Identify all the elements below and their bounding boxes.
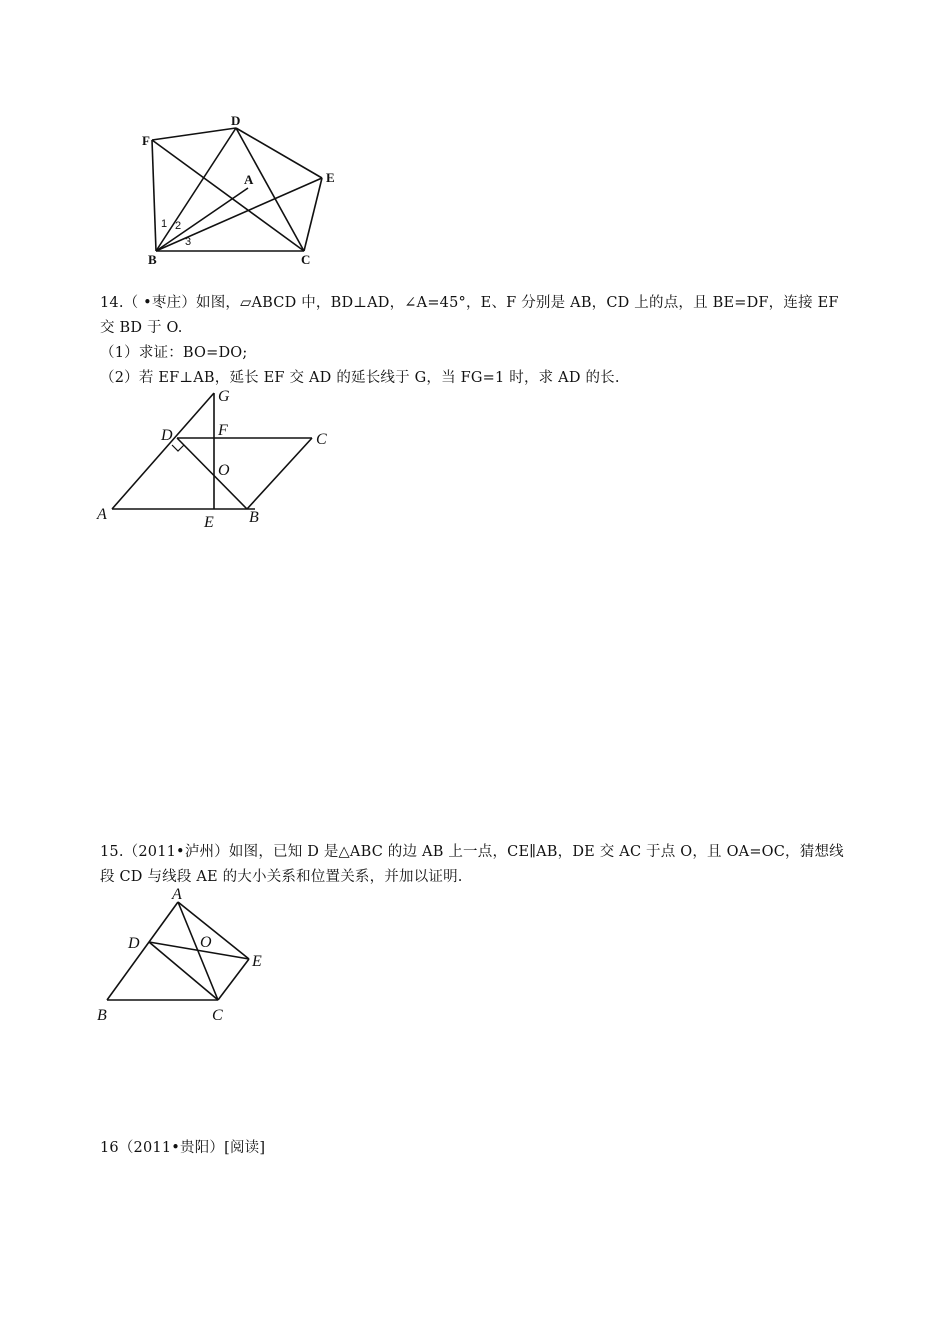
problem-14-line-1: 14.（ •枣庄）如图，▱ABCD 中，BD⊥AD，∠A=45°，E、F 分别是 AB，CD 上的点，且 BE=DF，连接 EF <box>100 295 839 311</box>
problem-14-line-2: 交 BD 于 O. <box>100 320 183 336</box>
angle-label-3: 3 <box>185 236 192 248</box>
segment-ba <box>156 188 248 251</box>
problem-16-line-1: 16（2011•贵阳）[阅读] <box>100 1140 266 1156</box>
label-a: A <box>97 506 107 523</box>
side-ab <box>107 902 178 1000</box>
segment-fd <box>152 128 236 140</box>
diagonal-db <box>177 438 247 509</box>
label-e: E <box>326 170 335 185</box>
figure-14-diagram <box>95 385 345 535</box>
side-cb <box>247 438 312 509</box>
figure-1-diagram <box>130 108 360 268</box>
label-d: D <box>128 935 140 952</box>
problem-15-line-2: 段 CD 与线段 AE 的大小关系和位置关系，并加以证明. <box>100 869 463 885</box>
label-c: C <box>301 252 311 267</box>
side-ad <box>112 393 214 509</box>
label-o: O <box>218 462 230 479</box>
label-a: A <box>244 172 254 187</box>
label-e: E <box>252 953 262 970</box>
label-d: D <box>231 113 241 128</box>
label-c: C <box>316 431 327 448</box>
label-e: E <box>204 514 214 531</box>
label-o: O <box>200 934 212 951</box>
segment-fb <box>152 140 156 251</box>
segment-de <box>149 942 249 959</box>
label-d: D <box>161 427 173 444</box>
segment-ce <box>304 178 322 251</box>
angle-label-2: 2 <box>175 220 182 232</box>
problem-15-line-1: 15.（2011•泸州）如图，已知 D 是△ABC 的边 AB 上一点，CE∥AB，DE 交 AC 于点 O，且 OA=OC，猜想线 <box>100 844 844 860</box>
label-f: F <box>142 133 150 148</box>
segment-de <box>236 128 322 178</box>
right-angle-mark <box>172 445 184 451</box>
label-b: B <box>249 509 259 526</box>
label-g: G <box>218 388 230 405</box>
label-a: A <box>172 886 182 903</box>
problem-14-line-3: （1）求证：BO=DO; <box>100 345 248 361</box>
label-f: F <box>218 422 228 439</box>
angle-label-1: 1 <box>161 218 168 230</box>
label-b: B <box>148 252 157 267</box>
problem-14-line-4: （2）若 EF⊥AB，延长 EF 交 AD 的延长线于 G，当 FG=1 时，求 AD 的长. <box>100 370 620 386</box>
segment-ce <box>218 959 249 1000</box>
label-b: B <box>97 1007 107 1024</box>
figure-15-diagram <box>92 880 272 1025</box>
segment-ae <box>178 902 249 959</box>
label-c: C <box>212 1007 223 1024</box>
